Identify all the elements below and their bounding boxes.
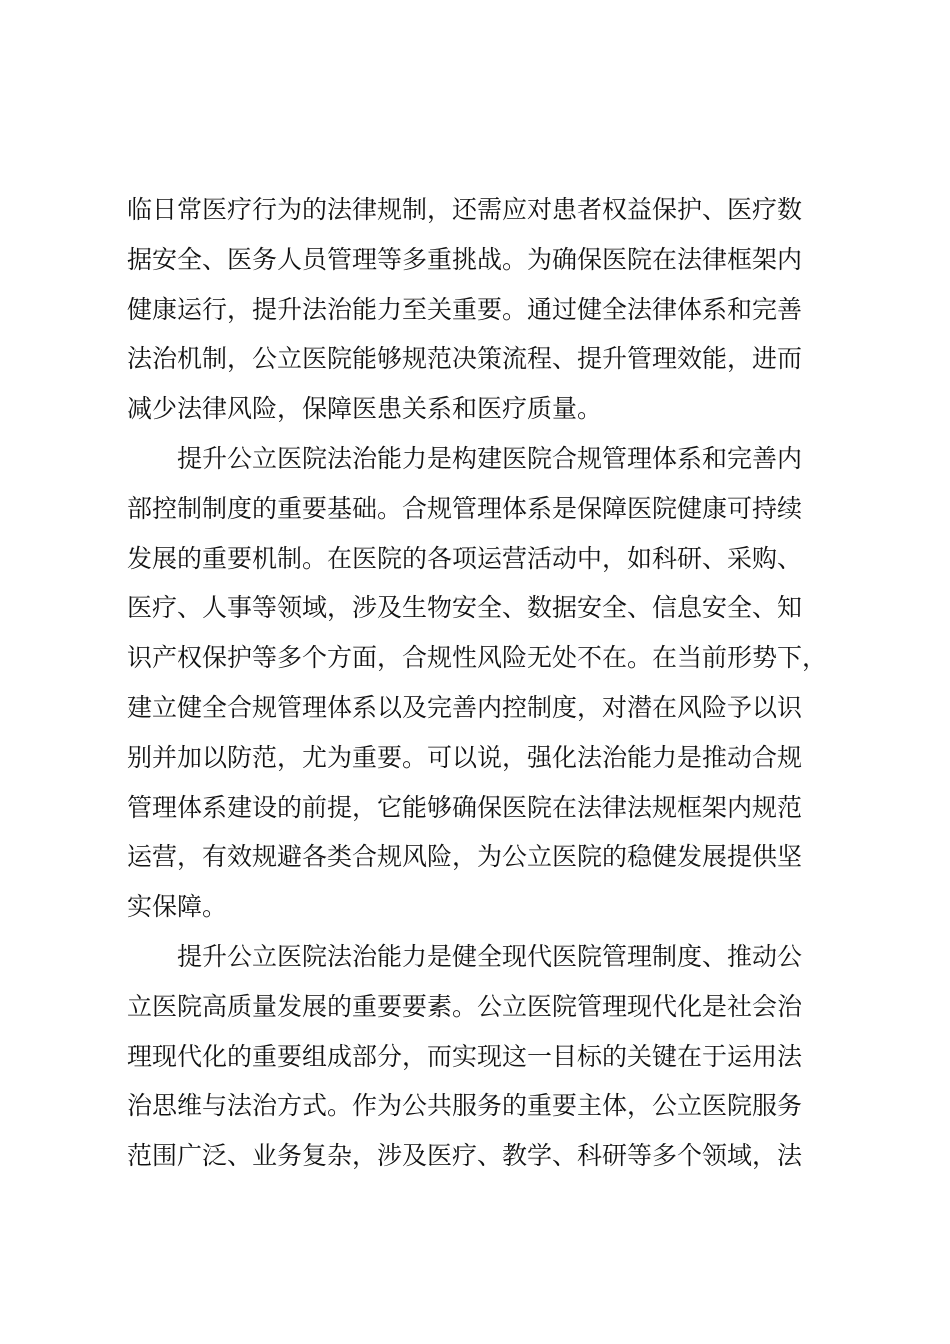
text-line: 提升公立医院法治能力是构建医院合规管理体系和完善内 — [177, 443, 803, 473]
text-line: 治思维与法治方式。作为公共服务的重要主体，公立医院服务 — [127, 1091, 803, 1121]
text-line: 运营，有效规避各类合规风险，为公立医院的稳健发展提供坚 — [127, 842, 803, 872]
text-line: 临日常医疗行为的法律规制，还需应对患者权益保护、医疗数 — [127, 195, 803, 224]
paragraph-3 — [127, 932, 837, 1181]
text-line: 法治机制，公立医院能够规范决策流程、提升管理效能，进而 — [127, 344, 803, 374]
body-text — [127, 185, 837, 1181]
text-line: 发展的重要机制。在医院的各项运营活动中，如科研、采购、 — [127, 543, 803, 573]
text-line: 提升公立医院法治能力是健全现代医院管理制度、推动公 — [177, 941, 803, 971]
text-line: 据安全、医务人员管理等多重挑战。为确保医院在法律框架内 — [127, 244, 803, 274]
paragraph-2 — [127, 434, 837, 932]
text-line: 医疗、人事等领域，涉及生物安全、数据安全、信息安全、知 — [127, 593, 803, 623]
text-line: 健康运行，提升法治能力至关重要。通过健全法律体系和完善 — [127, 294, 803, 324]
text-line: 管理体系建设的前提，它能够确保医院在法律法规框架内规范 — [127, 792, 803, 822]
text-line: 范围广泛、业务复杂，涉及医疗、教学、科研等多个领域，法 — [127, 1141, 803, 1171]
text-line: 别并加以防范，尤为重要。可以说，强化法治能力是推动合规 — [127, 742, 803, 772]
text-line: 识产权保护等多个方面，合规性风险无处不在。在当前形势下， — [127, 643, 828, 673]
text-line: 部控制制度的重要基础。合规管理体系是保障医院健康可持续 — [127, 493, 803, 523]
text-line: 建立健全合规管理体系以及完善内控制度，对潜在风险予以识 — [127, 692, 803, 722]
paragraph-1 — [127, 185, 837, 434]
text-line: 立医院高质量发展的重要要素。公立医院管理现代化是社会治 — [127, 991, 803, 1021]
text-line: 减少法律风险，保障医患关系和医疗质量。 — [127, 394, 603, 424]
text-line: 理现代化的重要组成部分，而实现这一目标的关键在于运用法 — [127, 1041, 803, 1071]
text-line: 实保障。 — [127, 892, 228, 922]
